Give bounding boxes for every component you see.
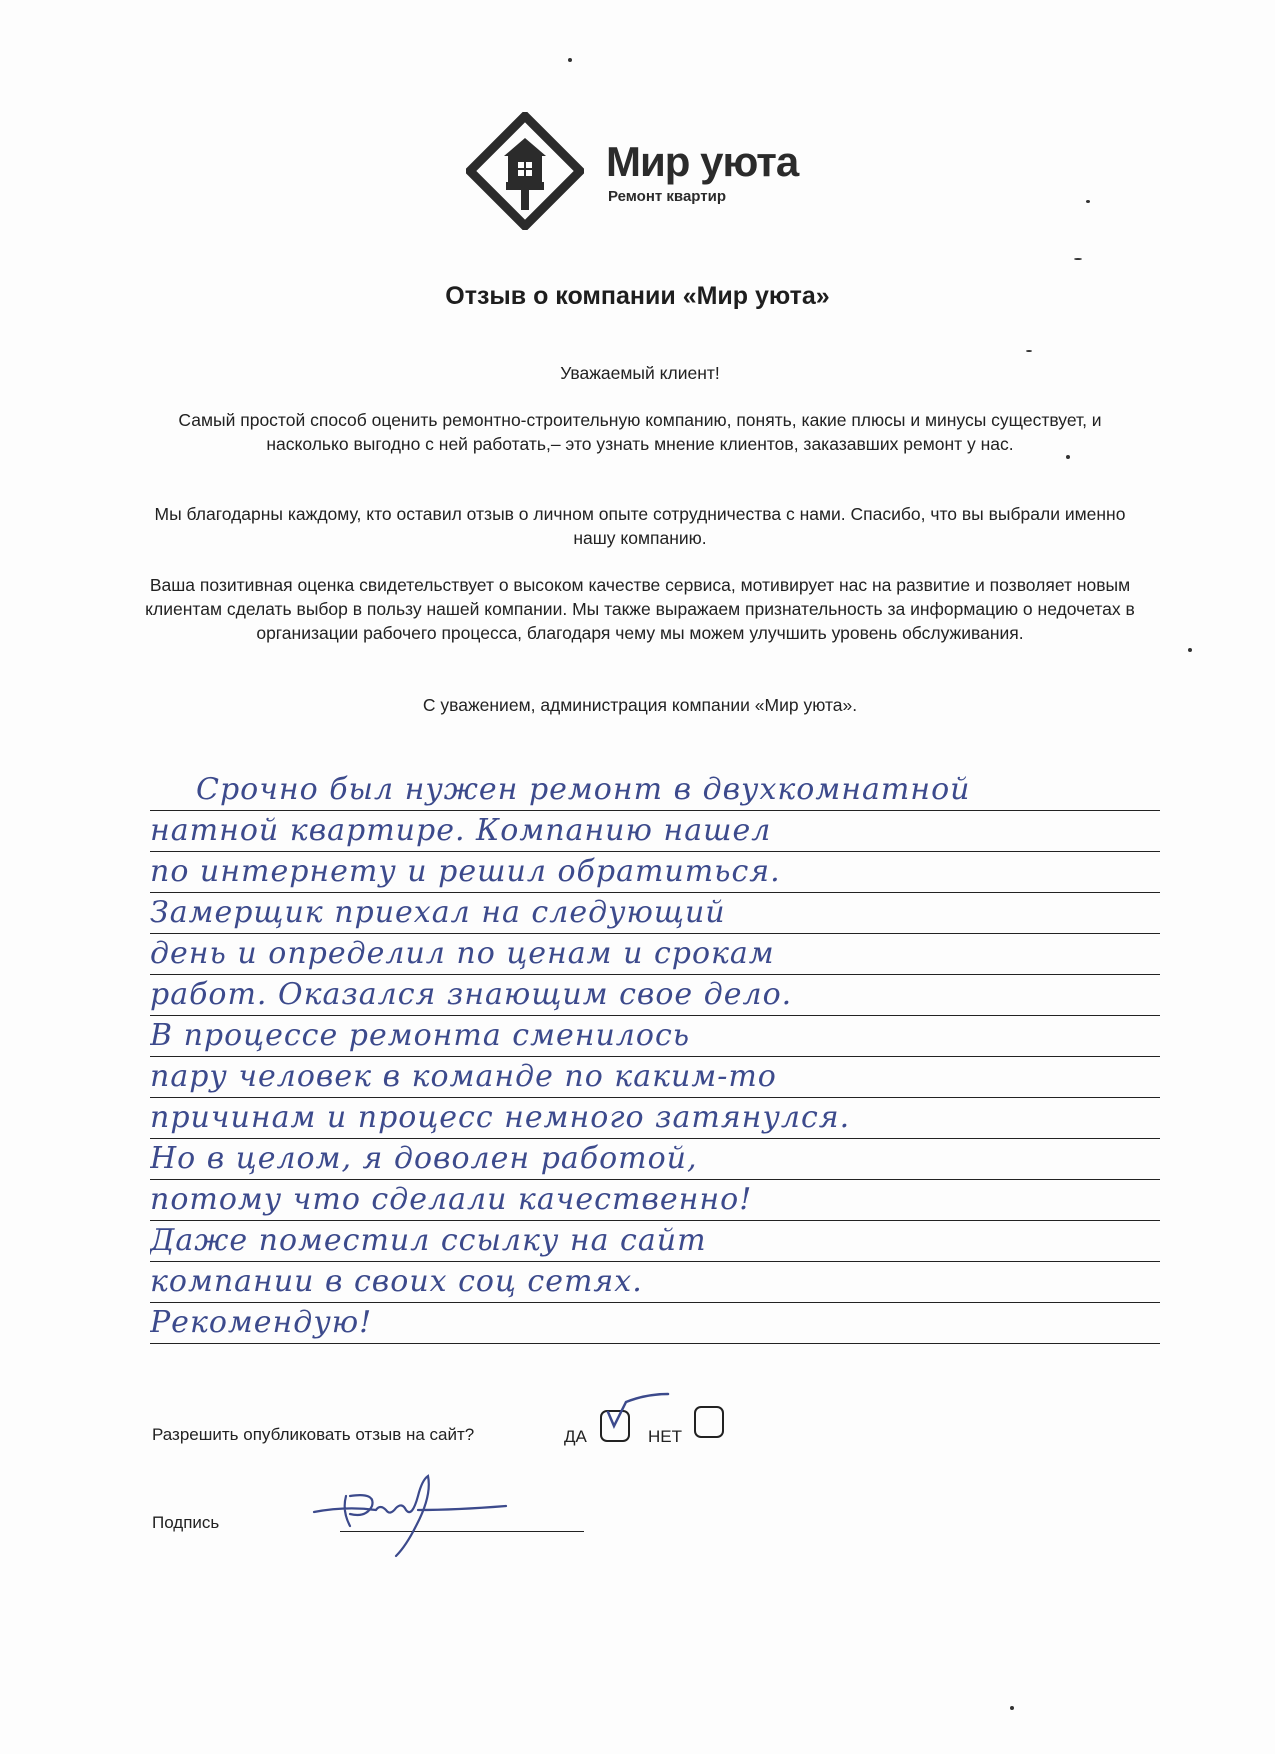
thanks-paragraph: Мы благодарны каждому, кто оставил отзыв о личном опыте сотрудничества с нами. Спасибо, что вы выбрали именно нашу компанию. [154, 504, 1126, 548]
signoff: С уважением, администрация компании «Мир уюта». [422, 695, 858, 715]
company-logo [466, 108, 826, 228]
scan-speck [1074, 258, 1082, 260]
review-line: потому что сделали качественно! [150, 1180, 1160, 1221]
review-line: работ. Оказался знающим свое дело. [150, 975, 1160, 1016]
signature-label: Подпись [152, 1513, 220, 1532]
publish-yes-checkbox[interactable] [600, 1410, 630, 1442]
publish-no-label: НЕТ [648, 1427, 682, 1446]
logo-subtitle: Ремонт квартир [608, 188, 726, 205]
publish-question: Разрешить опубликовать отзыв на сайт? [152, 1425, 475, 1444]
handwritten-review [150, 770, 1160, 1344]
review-line: день и определил по ценам и срокам [150, 934, 1160, 975]
review-line: Срочно был нужен ремонт в двухкомнатной [150, 770, 1160, 811]
document-title: Отзыв о компании «Мир уюта» [445, 282, 830, 310]
review-line: Даже поместил ссылку на сайт [150, 1221, 1160, 1262]
review-line: по интернету и решил обратиться. [150, 852, 1160, 893]
review-line: причинам и процесс немного затянулся. [150, 1098, 1160, 1139]
scan-speck [1188, 648, 1192, 652]
review-line: Рекомендую! [150, 1303, 1160, 1344]
review-line: В процессе ремонта сменилось [150, 1016, 1160, 1057]
scan-speck [1010, 1706, 1014, 1710]
scan-speck [568, 58, 572, 62]
handwritten-signature [306, 1466, 536, 1566]
review-line: натной квартире. Компанию нашел [150, 811, 1160, 852]
greeting: Уважаемый клиент! [560, 363, 720, 383]
feedback-paragraph: Ваша позитивная оценка свидетельствует о высоком качестве сервиса, мотивирует нас на развитие и позволяет новым клиентам сделать выбор в пользу нашей компании. Мы также выражаем признательность за информацию о недочетах в организации рабочего процесса, благодаря чему мы можем улучшить уровень обслуживания. [145, 575, 1135, 643]
logo-title: Мир уюта [606, 138, 799, 185]
review-line: Но в целом, я доволен работой, [150, 1139, 1160, 1180]
house-brush-logo-icon [466, 112, 584, 230]
publish-yes-label: ДА [564, 1427, 587, 1446]
scan-speck [1066, 455, 1070, 459]
publish-no-checkbox[interactable] [694, 1406, 724, 1438]
review-line: компании в своих соц сетях. [150, 1262, 1160, 1303]
review-line: Замерщик приехал на следующий [150, 893, 1160, 934]
review-line: пару человек в команде по каким-то [150, 1057, 1160, 1098]
scan-speck [1026, 350, 1032, 352]
scan-speck [1086, 200, 1090, 203]
intro-paragraph: Самый простой способ оценить ремонтно-строительную компанию, понять, какие плюсы и минусы существует, и насколько выгодно с ней работать,– это узнать мнение клиентов, заказавших ремонт у нас. [178, 410, 1102, 454]
